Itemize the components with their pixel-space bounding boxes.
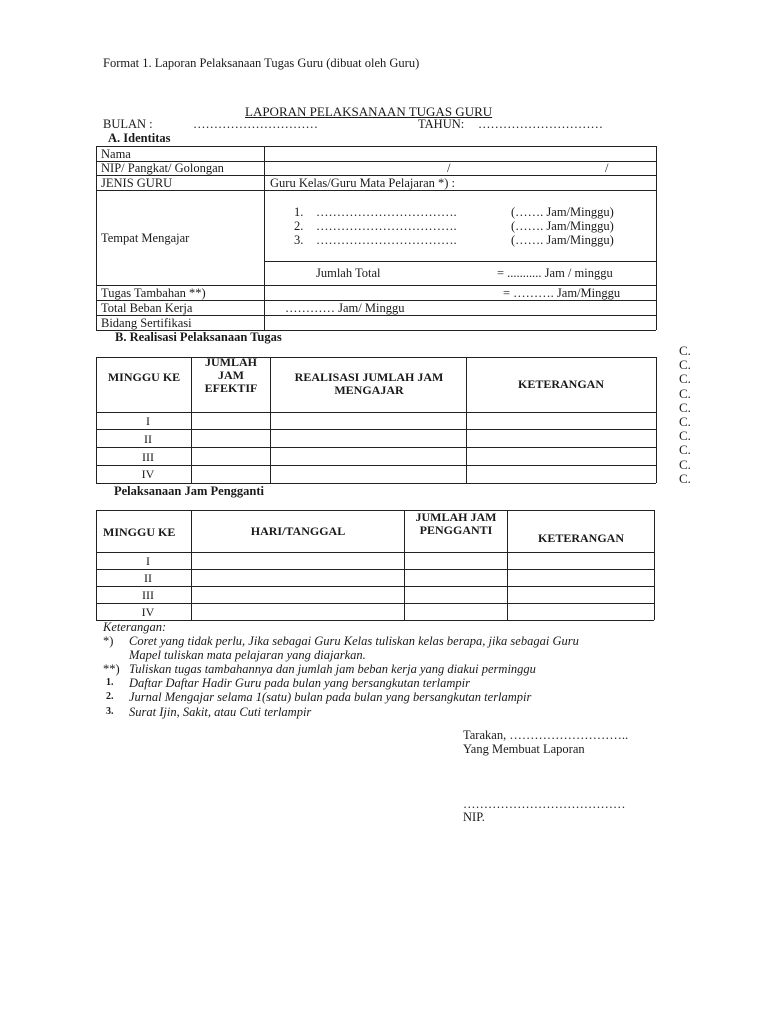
- signature-line: …………………………………: [463, 797, 626, 811]
- week-label: III: [142, 450, 154, 464]
- tugas-tambahan-label: Tugas Tambahan **): [101, 286, 206, 300]
- tempat-item-dots: …………………………….: [316, 233, 457, 247]
- header-keterangan: KETERANGAN: [517, 377, 604, 391]
- tahun-label: TAHUN:: [418, 117, 465, 131]
- tempat-item-hours: (……. Jam/Minggu): [511, 233, 614, 247]
- c-item: C.: [679, 399, 691, 415]
- bidang-label: Bidang Sertifikasi: [101, 316, 192, 330]
- nama-label: Nama: [101, 147, 131, 161]
- tempat-item-no: 2.: [294, 219, 304, 233]
- note-text: Coret yang tidak perlu, Jika sebagai Guru Kelas tuliskan kelas berapa, jika sebagai Guru: [129, 634, 579, 648]
- bulan-label: BULAN :: [103, 117, 153, 131]
- nip-separator: /: [447, 161, 451, 175]
- total-beban-value: ………… Jam/ Minggu: [285, 301, 405, 315]
- c-item: C.: [679, 385, 691, 401]
- signature-place: Tarakan, ………………………..: [463, 728, 629, 742]
- notes-heading: Keterangan:: [103, 620, 167, 634]
- c-item: C.: [679, 456, 691, 472]
- jumlah-total-value: = ........... Jam / minggu: [497, 266, 613, 280]
- document-title: LAPORAN PELAKSANAAN TUGAS GURU: [245, 104, 493, 119]
- note-mark: 2.: [106, 691, 114, 702]
- tugas-tambahan-value: = ………. Jam/Minggu: [503, 286, 621, 300]
- tempat-item-dots: …………………………….: [316, 219, 457, 233]
- note-text: Daftar Daftar Hadir Guru pada bulan yang bersangkutan terlampir: [129, 676, 470, 690]
- jenis-label: JENIS GURU: [101, 176, 173, 190]
- jenis-value: Guru Kelas/Guru Mata Pelajaran *) :: [270, 176, 456, 190]
- tempat-item-hours: (……. Jam/Minggu): [511, 205, 614, 219]
- week-label: IV: [141, 605, 155, 619]
- signature-nip: NIP.: [463, 810, 485, 824]
- c-item: C.: [679, 343, 691, 358]
- header-keterangan: KETERANGAN: [537, 531, 624, 545]
- nip-separator: /: [605, 161, 609, 175]
- note-mark: 1.: [106, 677, 114, 688]
- week-label: II: [144, 571, 152, 585]
- c-list: [679, 344, 691, 486]
- note-text: Mapel tuliskan mata pelajaran yang diajarkan.: [129, 648, 366, 662]
- week-label: III: [142, 588, 154, 602]
- week-label: II: [144, 432, 152, 446]
- note-mark: *): [103, 634, 114, 648]
- note-mark: **): [103, 662, 120, 676]
- tempat-item-no: 3.: [294, 233, 304, 247]
- c-item: C.: [679, 371, 691, 387]
- note-text: Surat Ijin, Sakit, atau Cuti terlampir: [129, 705, 312, 719]
- section-b-heading: B. Realisasi Pelaksanaan Tugas: [115, 330, 282, 344]
- week-label: IV: [141, 467, 155, 481]
- c-item: C.: [679, 442, 691, 458]
- signature-role: Yang Membuat Laporan: [463, 742, 585, 756]
- note-text: Tuliskan tugas tambahannya dan jumlah jam beban kerja yang diakui perminggu: [129, 662, 536, 676]
- bulan-value: …………………………: [193, 117, 318, 131]
- header-hari-tanggal: HARI/TANGGAL: [250, 524, 346, 538]
- c-item: C.: [679, 428, 691, 444]
- c-item: C.: [679, 414, 691, 430]
- week-label: I: [146, 414, 150, 428]
- note-text: Jurnal Mengajar selama 1(satu) bulan pada bulan yang bersangkutan terlampir: [129, 690, 532, 704]
- header-jumlah-jam-pengganti: JUMLAH JAM PENGGANTI: [415, 510, 497, 537]
- section-c-heading: Pelaksanaan Jam Pengganti: [114, 484, 265, 498]
- tempat-label: Tempat Mengajar: [101, 231, 190, 245]
- header-minggu-ke: MINGGU KE: [107, 370, 181, 384]
- total-beban-label: Total Beban Kerja: [101, 301, 193, 315]
- note-mark: 3.: [106, 706, 114, 717]
- tempat-item-dots: …………………………….: [316, 205, 457, 219]
- tempat-item-hours: (……. Jam/Minggu): [511, 219, 614, 233]
- c-item: C.: [679, 357, 691, 373]
- nip-label: NIP/ Pangkat/ Golongan: [101, 161, 224, 175]
- tempat-item-no: 1.: [294, 205, 304, 219]
- header-minggu-ke: MINGGU KE: [103, 525, 176, 539]
- tahun-value: …………………………: [478, 117, 603, 131]
- header-realisasi: REALISASI JUMLAH JAM MENGAJAR: [294, 370, 444, 397]
- format-line: Format 1. Laporan Pelaksanaan Tugas Guru (dibuat oleh Guru): [103, 56, 420, 70]
- week-label: I: [146, 554, 150, 568]
- section-a-heading: A. Identitas: [108, 131, 171, 145]
- header-jumlah-jam-efektif: JUMLAH JAM EFEKTIF: [204, 355, 258, 395]
- c-item: C.: [679, 470, 691, 486]
- jumlah-total-label: Jumlah Total: [316, 266, 381, 280]
